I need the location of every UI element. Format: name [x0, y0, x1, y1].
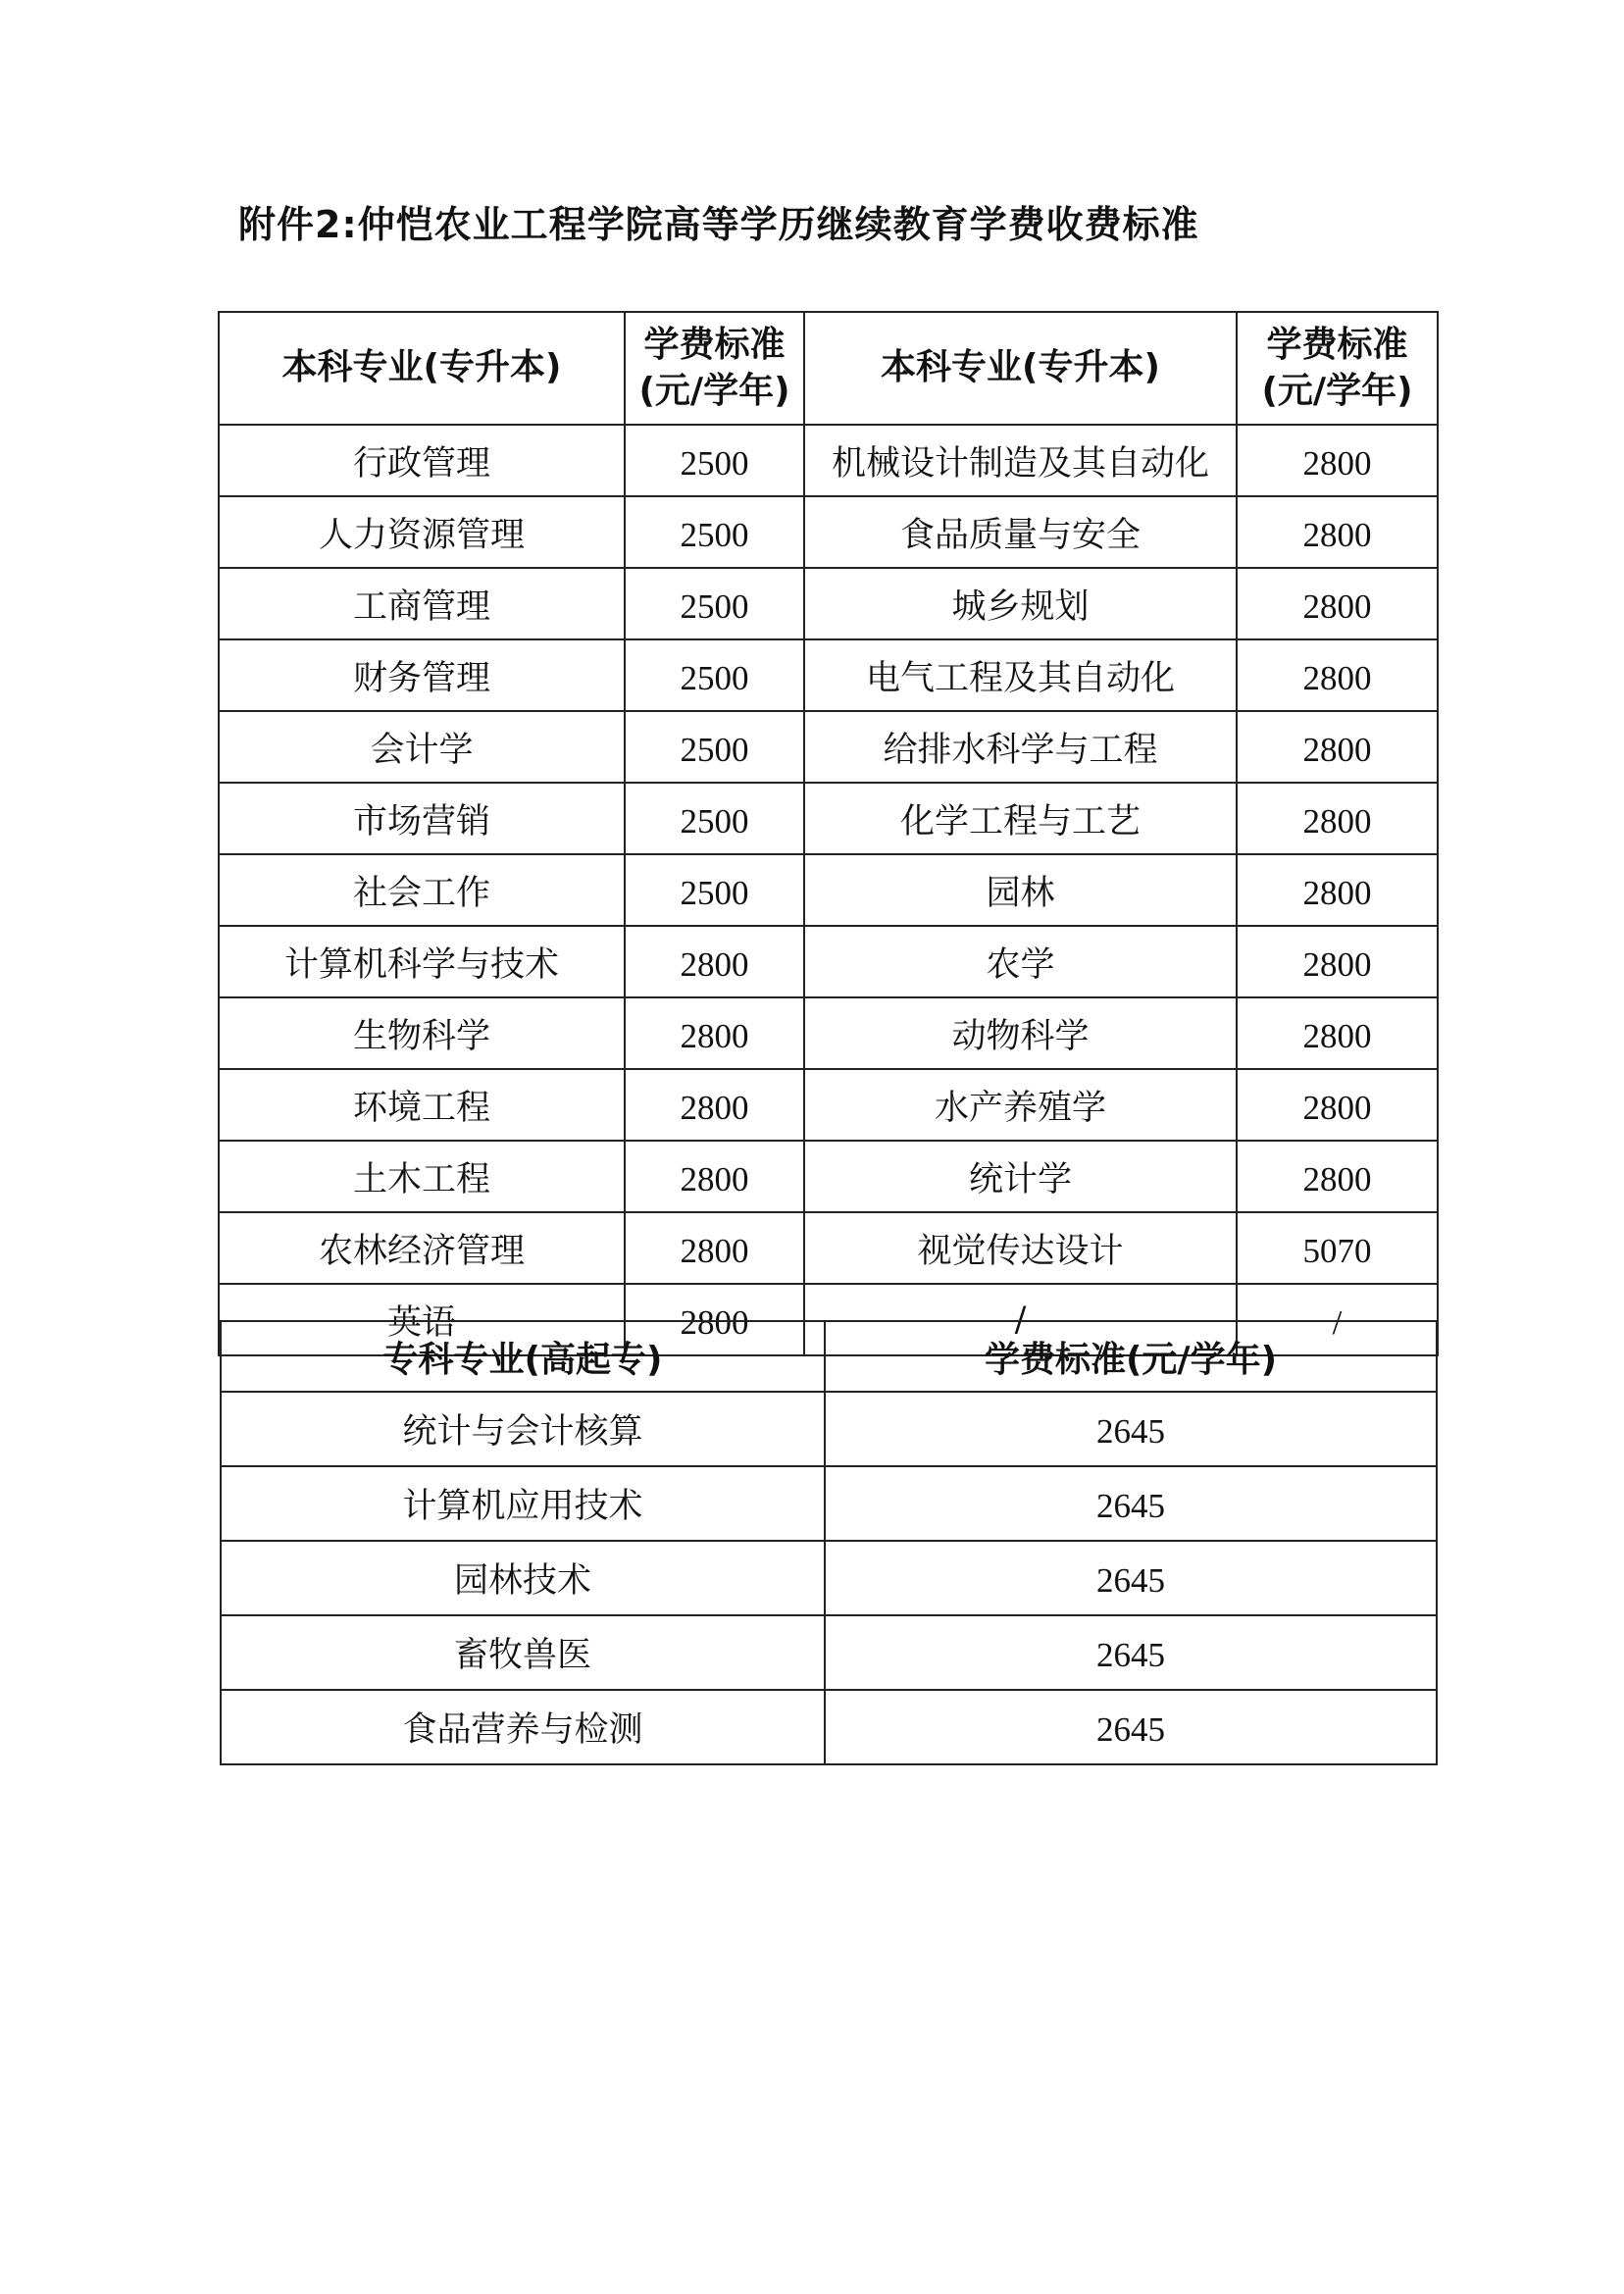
fee-cell: 2500 [625, 711, 804, 783]
major-cell: 食品质量与安全 [804, 496, 1237, 568]
major-cell: / [804, 1284, 1237, 1355]
fee-cell: 2800 [625, 926, 804, 997]
table-row [219, 1069, 1438, 1141]
major-cell: 畜牧兽医 [221, 1615, 825, 1690]
fee-cell: 2500 [625, 496, 804, 568]
major-cell: 城乡规划 [804, 568, 1237, 639]
fee-cell: 2800 [1237, 496, 1438, 568]
fee-cell: 2800 [1237, 926, 1438, 997]
fee-cell: 2800 [1237, 783, 1438, 854]
table-header-row [219, 312, 1438, 425]
undergraduate-fee-table [218, 311, 1439, 1356]
major-cell: 会计学 [219, 711, 625, 783]
fee-cell: 5070 [1237, 1212, 1438, 1284]
major-cell: 机械设计制造及其自动化 [804, 425, 1237, 496]
fee-cell: 2645 [825, 1392, 1437, 1466]
major-cell: 环境工程 [219, 1069, 625, 1141]
fee-cell: 2800 [625, 997, 804, 1069]
table-row [221, 1541, 1437, 1615]
table-row [221, 1615, 1437, 1690]
major-cell: 农林经济管理 [219, 1212, 625, 1284]
fee-cell: 2645 [825, 1690, 1437, 1764]
fee-cell: 2500 [625, 425, 804, 496]
table-row [219, 639, 1438, 711]
fee-cell: 2800 [625, 1284, 804, 1355]
fee-cell: 2500 [625, 568, 804, 639]
junior-college-fee-table [220, 1320, 1438, 1765]
major-cell: 社会工作 [219, 854, 625, 926]
major-cell: 英语 [219, 1284, 625, 1355]
major-cell: 统计学 [804, 1141, 1237, 1212]
header-major: 本科专业(专升本) [804, 312, 1237, 425]
table-row [219, 568, 1438, 639]
table-row [219, 711, 1438, 783]
header-fee: 学费标准(元/学年) [825, 1321, 1437, 1392]
table-row [219, 926, 1438, 997]
major-cell: 市场营销 [219, 783, 625, 854]
major-cell: 化学工程与工艺 [804, 783, 1237, 854]
table-row [221, 1392, 1437, 1466]
major-cell: 计算机应用技术 [221, 1466, 825, 1541]
table-header-row [221, 1321, 1437, 1392]
fee-cell: 2800 [1237, 425, 1438, 496]
major-cell: 工商管理 [219, 568, 625, 639]
table-row [221, 1466, 1437, 1541]
header-fee: 学费标准 (元/学年) [1237, 312, 1438, 425]
table-row [219, 496, 1438, 568]
major-cell: 农学 [804, 926, 1237, 997]
major-cell: 给排水科学与工程 [804, 711, 1237, 783]
fee-cell: 2800 [1237, 711, 1438, 783]
header-major: 本科专业(专升本) [219, 312, 625, 425]
fee-cell: 2500 [625, 639, 804, 711]
fee-cell: 2645 [825, 1615, 1437, 1690]
fee-cell: 2800 [1237, 854, 1438, 926]
fee-cell: 2800 [1237, 1069, 1438, 1141]
major-cell: 园林 [804, 854, 1237, 926]
major-cell: 人力资源管理 [219, 496, 625, 568]
table-row [219, 997, 1438, 1069]
table-row [219, 1212, 1438, 1284]
fee-cell: 2500 [625, 783, 804, 854]
fee-cell: 2645 [825, 1541, 1437, 1615]
fee-cell: 2800 [1237, 1141, 1438, 1212]
fee-cell: / [1237, 1284, 1438, 1355]
table-row [219, 1141, 1438, 1212]
major-cell: 电气工程及其自动化 [804, 639, 1237, 711]
fee-cell: 2800 [1237, 568, 1438, 639]
major-cell: 土木工程 [219, 1141, 625, 1212]
fee-cell: 2800 [625, 1141, 804, 1212]
major-cell: 行政管理 [219, 425, 625, 496]
major-cell: 计算机科学与技术 [219, 926, 625, 997]
table-row [221, 1690, 1437, 1764]
major-cell: 视觉传达设计 [804, 1212, 1237, 1284]
header-fee: 学费标准 (元/学年) [625, 312, 804, 425]
table-row [219, 854, 1438, 926]
fee-cell: 2645 [825, 1466, 1437, 1541]
header-major: 专科专业(高起专) [221, 1321, 825, 1392]
major-cell: 财务管理 [219, 639, 625, 711]
fee-cell: 2800 [625, 1212, 804, 1284]
fee-cell: 2800 [1237, 997, 1438, 1069]
major-cell: 水产养殖学 [804, 1069, 1237, 1141]
major-cell: 动物科学 [804, 997, 1237, 1069]
major-cell: 食品营养与检测 [221, 1690, 825, 1764]
major-cell: 园林技术 [221, 1541, 825, 1615]
fee-cell: 2500 [625, 854, 804, 926]
fee-cell: 2800 [625, 1069, 804, 1141]
major-cell: 生物科学 [219, 997, 625, 1069]
table-row [219, 425, 1438, 496]
table-row [219, 783, 1438, 854]
document-title: 附件2:仲恺农业工程学院高等学历继续教育学费收费标准 [238, 203, 1199, 246]
major-cell: 统计与会计核算 [221, 1392, 825, 1466]
fee-cell: 2800 [1237, 639, 1438, 711]
